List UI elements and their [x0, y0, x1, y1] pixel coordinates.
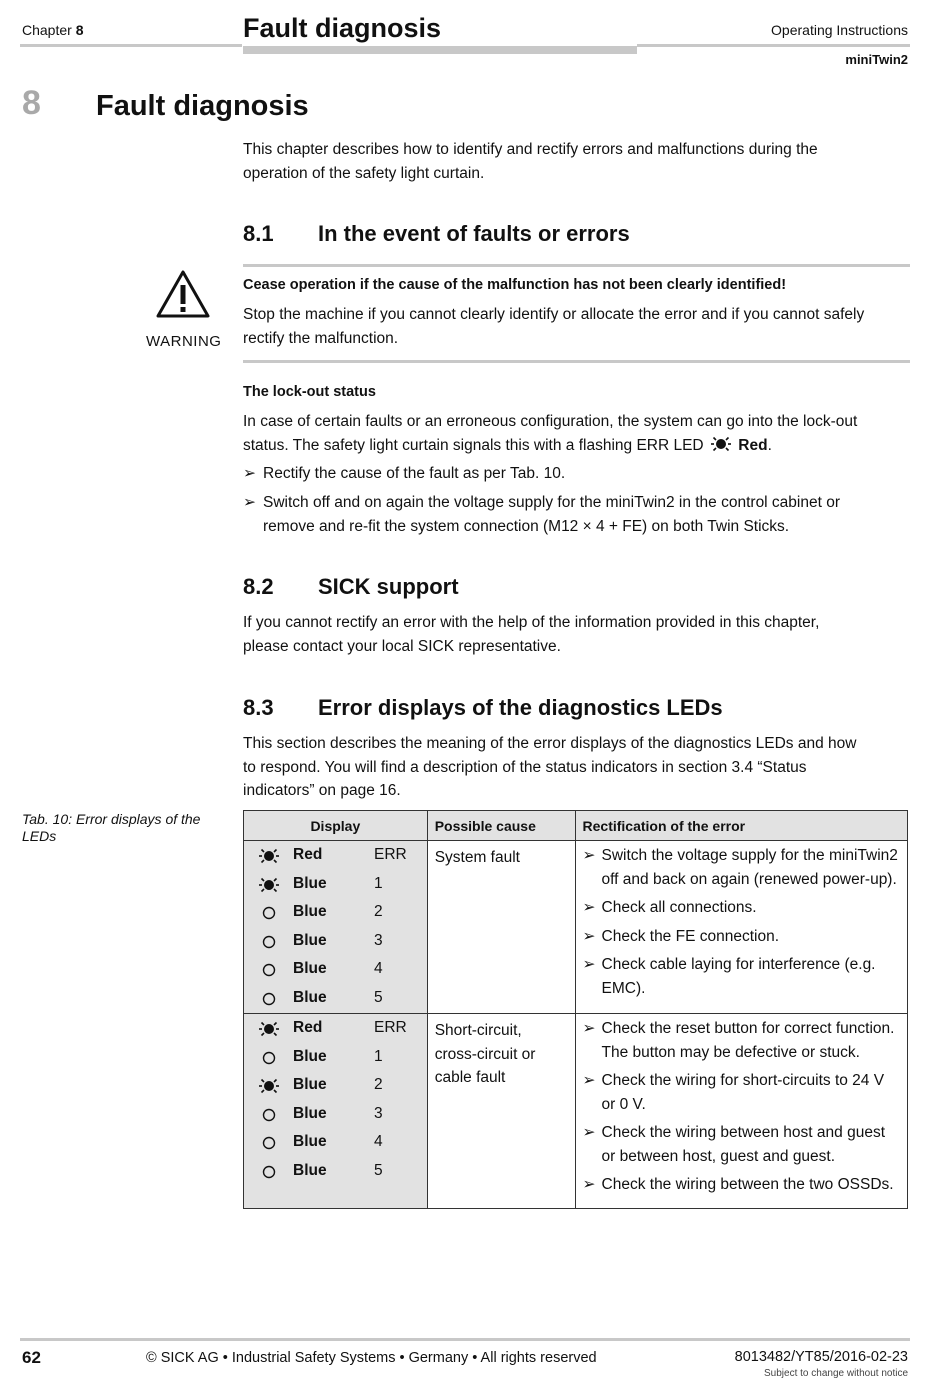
section-8-2-title: SICK support	[318, 574, 459, 599]
chapter-title: Fault diagnosis	[96, 90, 309, 122]
footer-copyright: © SICK AG • Industrial Safety Systems • Germany • All rights reserved	[146, 1350, 597, 1366]
rectification-item	[583, 1173, 900, 1197]
led-label: ERR	[374, 846, 407, 863]
header-possible-cause: Possible cause	[427, 811, 575, 841]
rectification-cell	[575, 841, 907, 1014]
chapter-intro	[243, 138, 818, 185]
rectification-item	[583, 896, 900, 920]
led-row	[244, 1044, 427, 1073]
display-cell	[244, 841, 428, 1014]
lockout-led-color: Red	[738, 436, 768, 454]
led-row	[244, 1072, 427, 1101]
bullet-arrow-icon: ➢	[582, 1020, 596, 1037]
led-row	[244, 871, 427, 900]
led-label: 5	[374, 1161, 383, 1179]
footer-note: Subject to change without notice	[764, 1368, 908, 1379]
led-color: Blue	[293, 988, 327, 1006]
led-row	[244, 842, 427, 871]
rectification-text: Check the FE connection.	[601, 927, 780, 945]
led-flashing-icon	[258, 848, 280, 869]
possible-cause: Short-circuit, cross-circuit or cable fault	[434, 1022, 536, 1086]
led-color: Blue	[293, 874, 327, 892]
led-color: Red	[293, 846, 323, 863]
led-label: 3	[374, 931, 383, 949]
warning-rule-top	[243, 264, 910, 267]
cause-cell	[427, 1014, 575, 1209]
lockout-heading: The lock-out status	[243, 384, 376, 400]
led-off-icon	[258, 1107, 280, 1128]
lockout-text-line1: In case of certain faults or an erroneous configuration, the system can go into the lock-out	[243, 413, 858, 430]
led-color: Blue	[293, 960, 327, 977]
bullet-switch-line1: Switch off and on again the voltage supply for the miniTwin2 in the control cabinet or	[263, 494, 841, 511]
bullet-switch-line2: remove and re-fit the system connection (M12 × 4 + FE) on both Twin Sticks.	[263, 517, 790, 535]
lockout-text-line2	[243, 434, 857, 460]
rectification-item	[583, 1069, 900, 1116]
led-flashing-icon	[258, 877, 280, 898]
led-color: Blue	[293, 1076, 327, 1093]
led-label: 4	[374, 960, 383, 977]
led-off-icon	[258, 905, 280, 926]
table-caption: Tab. 10: Error displays of the LEDs	[22, 811, 201, 844]
error-display-table	[243, 810, 908, 1209]
warning-icon	[155, 269, 211, 324]
section-8-3-number: 8.3	[243, 695, 274, 720]
led-label: 3	[374, 1104, 383, 1122]
led-label: 1	[374, 1047, 383, 1065]
footer-rule	[20, 1338, 910, 1341]
section-8-3-line2: to respond. You will find a description of the status indicators in section 3.4 “Status	[243, 758, 807, 776]
bullet-arrow-icon: ➢	[582, 927, 596, 945]
header-title: Fault diagnosis	[243, 13, 442, 43]
rectification-text: Check the wiring for short-circuits to 24 V or 0 V.	[601, 1072, 885, 1113]
led-off-icon	[258, 934, 280, 955]
warning-text	[243, 303, 864, 350]
led-color: Blue	[293, 931, 327, 949]
possible-cause: System fault	[434, 849, 520, 866]
led-label: 5	[374, 988, 383, 1006]
rectification-item	[583, 844, 900, 891]
led-row	[244, 1101, 427, 1130]
led-color: Red	[293, 1019, 323, 1036]
rectification-text: Check the wiring between the two OSSDs.	[601, 1176, 894, 1193]
table-row	[244, 1014, 908, 1209]
table-row	[244, 841, 908, 1014]
led-off-icon	[258, 991, 280, 1012]
cause-cell	[427, 841, 575, 1014]
led-flashing-icon	[258, 1021, 280, 1042]
section-8-3-line3: indicators” on page 16.	[243, 782, 401, 799]
section-8-3-line1: This section describes the meaning of the error displays of the diagnostics LEDs and how	[243, 735, 857, 752]
rectification-item	[583, 925, 900, 949]
footer-page-number: 62	[22, 1348, 41, 1367]
led-row	[244, 1158, 427, 1187]
chapter-number: 8	[22, 84, 41, 122]
warning-heading: Cease operation if the cause of the malfunction has not been clearly identified!	[243, 277, 787, 293]
led-label: 4	[374, 1133, 383, 1150]
lockout-text-line2-post: .	[767, 436, 772, 454]
led-row	[244, 985, 427, 1014]
section-8-3-text	[243, 732, 856, 803]
led-color: Blue	[293, 1104, 327, 1122]
rectification-text: Check the reset button for correct function. The button may be defective or stuck.	[601, 1020, 895, 1061]
bullet-arrow-icon: ➢	[582, 956, 596, 973]
bullet-switch	[243, 491, 910, 539]
led-flashing-icon	[710, 436, 732, 460]
warning-text-line1: Stop the machine if you cannot clearly identify or allocate the error and if you cannot safely	[243, 306, 865, 323]
led-label: 2	[374, 903, 383, 920]
rectification-text: Check the wiring between host and guest or between host, guest and guest.	[601, 1124, 885, 1165]
led-off-icon	[258, 1164, 280, 1185]
bullet-switch-text	[263, 491, 840, 538]
table-header-row	[244, 811, 908, 841]
section-8-1-title: In the event of faults or errors	[318, 221, 630, 246]
header-display: Display	[244, 811, 428, 841]
header-rule-left	[20, 44, 242, 47]
footer-doc-number: 8013482/YT85/2016-02-23	[734, 1349, 908, 1365]
rectification-text: Check all connections.	[601, 899, 757, 916]
header-chapter	[22, 22, 84, 38]
warning-text-line2: rectify the malfunction.	[243, 329, 399, 347]
led-label: 1	[374, 874, 383, 892]
led-off-icon	[258, 1135, 280, 1156]
bullet-arrow-icon: ➢	[582, 1176, 596, 1193]
bullet-arrow-icon: ➢	[582, 1072, 596, 1089]
header-rule-center	[243, 46, 637, 54]
led-row	[244, 1015, 427, 1044]
bullet-arrow-icon: ➢	[582, 899, 596, 916]
led-label: 2	[374, 1076, 383, 1093]
led-color: Blue	[293, 903, 327, 920]
lockout-text	[243, 410, 857, 459]
header-rectification: Rectification of the error	[575, 811, 907, 841]
led-row	[244, 1129, 427, 1158]
bullet-arrow-icon: ➢	[582, 847, 596, 864]
led-label: ERR	[374, 1019, 407, 1036]
section-8-2-number: 8.2	[243, 574, 274, 599]
led-row	[244, 956, 427, 985]
section-8-2-text	[243, 611, 819, 658]
bullet-rectify-text: Rectify the cause of the fault as per Tab. 10.	[263, 465, 566, 482]
warning-label: WARNING	[146, 333, 222, 350]
chapter-intro-line2: operation of the safety light curtain.	[243, 164, 485, 182]
rectification-item	[583, 953, 900, 1000]
rectification-item	[583, 1121, 900, 1168]
section-8-1-number: 8.1	[243, 221, 274, 246]
lockout-text-line2-pre: status. The safety light curtain signals this with a flashing ERR LED	[243, 436, 704, 454]
header-chapter-number: 8	[75, 22, 84, 38]
bullet-arrow-icon: ➢	[243, 494, 256, 511]
warning-rule-bottom	[243, 360, 910, 363]
led-row	[244, 899, 427, 928]
led-color: Blue	[293, 1133, 327, 1150]
header-rule-right	[637, 44, 910, 47]
display-cell	[244, 1014, 428, 1209]
led-color: Blue	[293, 1047, 327, 1065]
rectification-cell	[575, 1014, 907, 1209]
bullet-arrow-icon: ➢	[243, 465, 256, 482]
led-off-icon	[258, 962, 280, 983]
rectification-text: Check cable laying for interference (e.g. EMC).	[601, 956, 876, 997]
led-flashing-icon	[258, 1078, 280, 1099]
section-8-2-line1: If you cannot rectify an error with the help of the information provided in this chapter,	[243, 614, 820, 631]
section-8-2-line2: please contact your local SICK representative.	[243, 637, 561, 655]
header-doc-type: Operating Instructions	[771, 22, 908, 38]
led-color: Blue	[293, 1161, 327, 1179]
rectification-item	[583, 1017, 900, 1064]
header-chapter-word: Chapter	[22, 22, 72, 38]
chapter-intro-line1: This chapter describes how to identify and rectify errors and malfunctions during the	[243, 141, 818, 158]
rectification-text: Switch the voltage supply for the miniTwin2 off and back on again (renewed power-up).	[601, 847, 898, 888]
led-off-icon	[258, 1050, 280, 1071]
bullet-rectify	[243, 462, 910, 486]
header-product: miniTwin2	[845, 52, 908, 67]
bullet-arrow-icon: ➢	[582, 1124, 596, 1141]
led-row	[244, 928, 427, 957]
section-8-3-title: Error displays of the diagnostics LEDs	[318, 695, 723, 720]
